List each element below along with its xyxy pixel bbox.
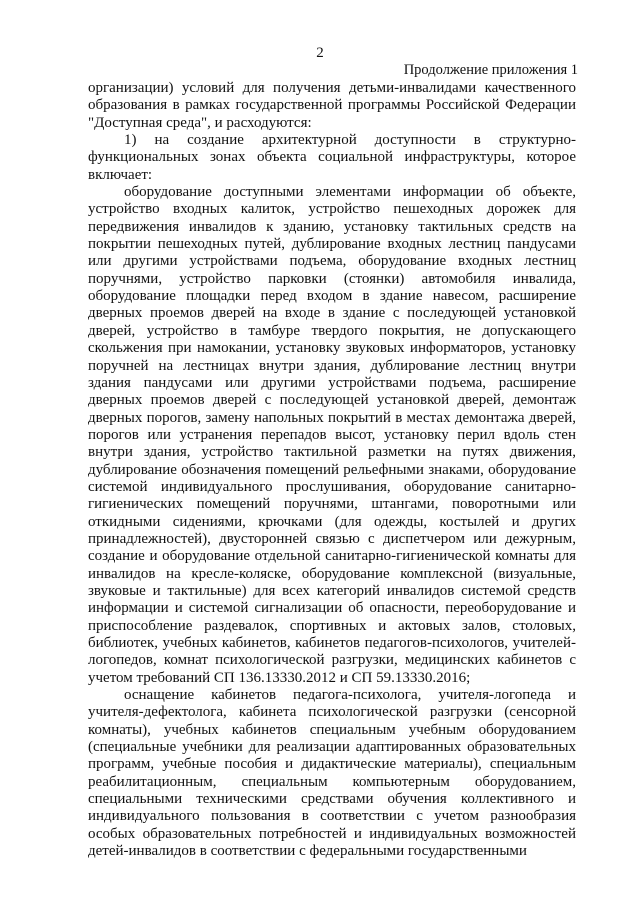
paragraph-equipment-list: оборудование доступными элементами информации об объекте, устройство входных калиток, устройство пешеходных дорожек для передвижения инвалидов к зданию, установку тактильных средств на покрытии пешеходных путей, дублирование входных лестниц пандусами или другими устройствами подъема, оборудование входных лестниц поручнями, устройство парковки (стоянки) автомобиля инвалида, оборудование площадки перед входом в здание навесом, расширение дверных проемов дверей на входе в здание с последующей установкой дверей, устройство в тамбуре твердого покрытия, не допускающего скольжения при намокании, установку звуковых информаторов, установку поручней на лестницах внутри здания, дублирование лестниц внутри здания пандусами или другими устройствами подъема, расширение дверных проемов дверей с последующей установкой дверей, демонтаж дверных порогов, замену напольных покрытий в местах демонтажа дверей, порогов или устранения перепадов высот, установку перил вдоль стен внутри здания, устройство тактильной разметки на путях движения, дублирование обозначения помещений рельефными знаками, оборудование системой индивидуального прослушивания, оборудование санитарно-гигиенических помещений поручнями, штангами, поворотными или откидными сидениями, крючками (для одежды, костылей и других принадлежностей), двусторонней связью с диспетчером или дежурным, создание и оборудование отдельной санитарно-гигиенической комнаты для инвалидов на кресле-коляске, оборудование комплексной (визуальные, звуковые и тактильные) для всех категорий инвалидов системой средств информации и системой сигнализации об опасности, переоборудование и приспособление раздевалок, спортивных и актовых залов, столовых, библиотек, учебных кабинетов, кабинетов педагогов-психологов, учителей-логопедов, комнат психологической разгрузки, медицинских кабинетов с учетом требований СП 136.13330.2012 и СП 59.13330.2016;: [88, 184, 576, 686]
body-text: [88, 80, 576, 860]
paragraph-item-1: 1) на создание архитектурной доступности в структурно-функциональных зонах объекта социальной инфраструктуры, которое включает:: [88, 132, 576, 183]
page-number: 2: [316, 45, 324, 61]
appendix-continuation-note: Продолжение приложения 1: [403, 62, 578, 78]
paragraph-classroom-equipment: оснащение кабинетов педагога-психолога, учителя-логопеда и учителя-дефектолога, кабинета психологической разгрузки (сенсорной комнаты), учебных кабинетов специальным учебным оборудованием (специальные учебники для реализации адаптированных образовательных программ, учебные пособия и дидактические материалы), специальным реабилитационным, специальным компьютерным оборудованием, специальными техническими средствами обучения коллективного и индивидуального пользования в соответствии с учетом разнообразия особых образовательных потребностей и индивидуальных возможностей детей-инвалидов в соответствии с федеральными государственными: [88, 687, 576, 860]
paragraph-intro: организации) условий для получения детьми-инвалидами качественного образования в рамках государственной программы Российской Федерации "Доступная среда", и расходуются:: [88, 80, 576, 131]
